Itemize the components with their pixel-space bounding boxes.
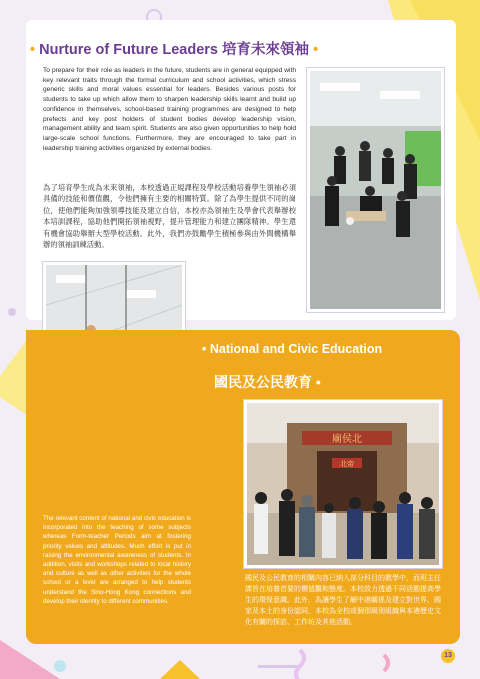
section-title-civic-zh: [214, 372, 321, 392]
section-title-civic-en: [202, 342, 462, 356]
bullet-icon: •: [30, 42, 36, 58]
civic-body-zh: 國民及公民教育的相關內容已納入部分科目的教學中，而班主任課旨在培養首要的價值觀和態度。本校致力透過不同活動提高學生的環保意識。此外，為讓學生了解中港關係及建立對世界、國家及本土的身份認同，本校為全校或個別級別組織與本港歷史文化有關的探訪、工作坊及其他活動。: [245, 575, 441, 626]
page-number: 13: [441, 649, 455, 663]
leadership-training-photo: [307, 68, 444, 312]
leaders-body-zh: 為了培育學生成為未來領袖，本校透過正規課程及學校活動培養學生領袖必須具備的技能和價值觀，令他們擁有主要的相關特質。除了為學生提供不同的崗位，使他們能夠加強領導技能及建立自信，本校亦為領袖生及學會代表舉辦校本培訓課程，協助他們開拓領袖視野，提升管理能力和建立團隊精神。學生還有機會協助舉辦大型學校活動。此外，我們亦鼓勵學生積極參與由外間機構舉辦的領袖訓練活動。: [43, 183, 296, 250]
section-title-leaders: [30, 38, 450, 59]
civic-title-zh-text: 國民及公民教育: [214, 374, 312, 390]
civic-body-en: The relevant content of national and civic education is incorporated into the teaching of some subjects whereas Form-teacher Periods aim at fostering priority values and attitudes. Much effort is put in raising the environmental awareness of students. In addition, visits and workshops related to local history and culture as well as other activities for the whole school or a level are arranged to help students understand the Sino-Hong Kong connections and develop their identity to different communities.: [43, 515, 191, 605]
temple-plaque-text: 北帝: [340, 460, 354, 468]
bullet-icon: •: [202, 342, 207, 356]
temple-sign-text: 廟侯北: [332, 434, 362, 445]
leaders-body-en: To prepare for their role as leaders in the future, students are in general equipped with key relevant traits through the formal curriculum and school activities, which stress generic skills and moral values essential for leaders. Besides various posts for students to take up which allow them to sharpen leadership skills learnt and build up confidence in themselves, school-based training programmes are designed to help prefects and key post holders of student bodies develop leadership vision, management ability and team spirit. Students are also given opportunities to help hold large-scale school functions. Furthermore, they are encouraged to take part in leadership training activities organized by external bodies.: [43, 67, 296, 152]
leaders-title-text: Nurture of Future Leaders 培育未來領袖: [39, 42, 309, 58]
temple-visit-photo: [244, 400, 442, 568]
civic-title-en-text: National and Civic Education: [209, 342, 383, 356]
temple-visit-photo-art: [247, 403, 439, 565]
bullet-icon: •: [313, 42, 319, 58]
leadership-training-photo-art: [310, 71, 441, 309]
bullet-icon: •: [315, 374, 321, 390]
